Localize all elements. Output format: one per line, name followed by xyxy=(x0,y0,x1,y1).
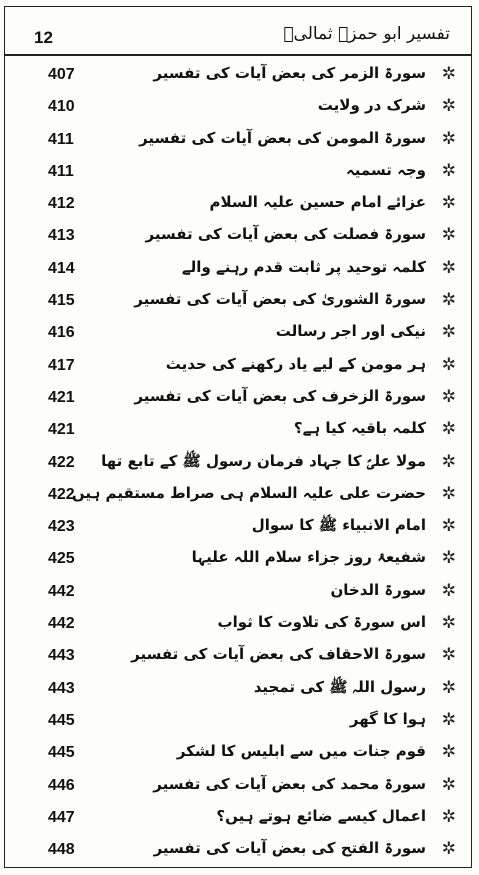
star-bullet-icon: ✲ xyxy=(441,322,456,343)
toc-entry-title: اعمال کیسے ضائع ہوتے ہیں؟ xyxy=(216,806,426,825)
toc-entry-title: وجہ تسمیہ xyxy=(345,160,426,179)
star-bullet-icon: ✲ xyxy=(441,64,456,84)
star-bullet-icon: ✲ xyxy=(441,709,456,730)
toc-entry xyxy=(4,318,472,350)
toc-entry xyxy=(4,92,472,124)
toc-entry-title: سورۃ الفتح کی بعض آیات کی تفسیر xyxy=(153,839,426,858)
toc-entry-title: سورۃ الاحقاف کی بعض آیات کی تفسیر xyxy=(131,645,426,664)
toc-entry-page: 413 xyxy=(48,227,75,245)
star-bullet-icon: ✲ xyxy=(441,613,456,634)
toc-entry-page: 445 xyxy=(48,744,75,762)
toc-entry xyxy=(4,641,472,673)
toc-entry-page: 407 xyxy=(48,66,75,83)
star-bullet-icon: ✲ xyxy=(441,193,456,214)
star-bullet-icon: ✲ xyxy=(441,742,456,763)
page-number: 12 xyxy=(34,28,53,47)
toc-entry-title: شفیعۂ روز جزاء سلام اللہ علیہا xyxy=(191,548,426,567)
toc-entry-title: رسول اللہ ﷺ کی تمجید xyxy=(253,677,426,696)
toc-entry xyxy=(4,351,472,383)
toc-entry-page: 417 xyxy=(48,356,75,374)
star-bullet-icon: ✲ xyxy=(441,354,456,375)
toc-entry-page: 410 xyxy=(48,98,75,116)
star-bullet-icon: ✲ xyxy=(441,96,456,117)
star-bullet-icon: ✲ xyxy=(441,257,456,278)
toc-entry xyxy=(4,157,472,189)
toc-entry-title: سورۃ المومن کی بعض آیات کی تفسیر xyxy=(139,128,426,147)
toc-entry-title: شرک در ولایت xyxy=(317,96,426,115)
toc-entry xyxy=(4,415,472,447)
toc-entry-page: 415 xyxy=(48,292,75,310)
toc-entry-title: عزائے امام حسین علیہ السلام xyxy=(209,193,426,212)
header-rule xyxy=(4,54,472,56)
toc-entry xyxy=(4,221,472,253)
toc-entry xyxy=(4,60,472,92)
page-header xyxy=(4,6,472,54)
toc-entry-page: 411 xyxy=(48,162,74,180)
star-bullet-icon: ✲ xyxy=(441,419,456,440)
toc-entry-page: 421 xyxy=(48,388,75,406)
toc-entry-title: اس سورۃ کی تلاوت کا ثواب xyxy=(217,613,426,632)
toc-entry-page: 447 xyxy=(48,808,75,826)
toc-entry xyxy=(4,577,472,609)
table-of-contents xyxy=(4,60,472,867)
star-bullet-icon: ✲ xyxy=(441,774,456,795)
star-bullet-icon: ✲ xyxy=(441,483,456,504)
toc-entry-title: ہوا کا گھر xyxy=(349,709,426,728)
toc-entry xyxy=(4,738,472,770)
star-bullet-icon: ✲ xyxy=(441,580,456,601)
star-bullet-icon: ✲ xyxy=(441,160,456,181)
toc-entry xyxy=(4,286,472,318)
toc-entry-page: 422 xyxy=(48,453,75,471)
toc-entry-title: نیکی اور اجر رسالت xyxy=(275,322,426,341)
toc-entry-page: 442 xyxy=(48,615,75,633)
star-bullet-icon: ✲ xyxy=(441,806,456,827)
toc-entry-page: 422 xyxy=(48,485,75,503)
toc-entry-title: سورۃ الزمر کی بعض آیات کی تفسیر xyxy=(153,64,426,82)
toc-entry-page: 445 xyxy=(48,711,75,729)
toc-entry xyxy=(4,803,472,835)
toc-entry-page: 446 xyxy=(48,776,75,794)
toc-entry-title: سورۃ الدخان xyxy=(330,580,426,599)
star-bullet-icon: ✲ xyxy=(441,516,456,537)
star-bullet-icon: ✲ xyxy=(441,451,456,472)
star-bullet-icon: ✲ xyxy=(441,128,456,149)
toc-entry xyxy=(4,480,472,512)
running-title: تفسیر ابو حمزہ ثمالیؒ xyxy=(283,24,450,44)
toc-entry xyxy=(4,512,472,544)
toc-entry xyxy=(4,835,472,867)
toc-entry xyxy=(4,448,472,480)
toc-entry-page: 448 xyxy=(48,841,75,859)
toc-entry-page: 411 xyxy=(48,130,74,148)
toc-entry-title: قوم جنات میں سے ابلیس کا لشکر xyxy=(176,742,426,761)
toc-entry-title: سورۃ الزخرف کی بعض آیات کی تفسیر xyxy=(134,386,426,405)
toc-entry xyxy=(4,544,472,576)
star-bullet-icon: ✲ xyxy=(441,645,456,666)
star-bullet-icon: ✲ xyxy=(441,386,456,407)
toc-entry-page: 443 xyxy=(48,647,75,665)
toc-entry xyxy=(4,609,472,641)
toc-entry xyxy=(4,771,472,803)
toc-entry xyxy=(4,125,472,157)
toc-entry-page: 414 xyxy=(48,259,75,277)
toc-entry-page: 425 xyxy=(48,550,75,568)
toc-entry-title: کلمہ توحید پر ثابت قدم رہنے والے xyxy=(181,257,426,276)
toc-entry-title: سورۃ فصلت کی بعض آیات کی تفسیر xyxy=(145,225,426,244)
toc-entry xyxy=(4,674,472,706)
star-bullet-icon: ✲ xyxy=(441,290,456,311)
toc-entry xyxy=(4,254,472,286)
toc-entry-title: ہر مومن کے لیے یاد رکھنے کی حدیث xyxy=(165,354,426,373)
toc-entry-title: مولا علیؑ کا جہاد فرمان رسول ﷺ کے تابع تھا xyxy=(101,451,426,470)
toc-entry-title: سورۃ الشوریٰ کی بعض آیات کی تفسیر xyxy=(134,290,426,309)
star-bullet-icon: ✲ xyxy=(441,548,456,569)
toc-entry xyxy=(4,189,472,221)
toc-entry-page: 412 xyxy=(48,195,75,213)
toc-entry-page: 421 xyxy=(48,421,75,439)
star-bullet-icon: ✲ xyxy=(441,677,456,698)
star-bullet-icon: ✲ xyxy=(441,225,456,246)
toc-entry-title: کلمہ باقیہ کیا ہے؟ xyxy=(293,419,426,438)
star-bullet-icon: ✲ xyxy=(441,839,456,860)
toc-entry-page: 423 xyxy=(48,518,75,536)
toc-entry-page: 442 xyxy=(48,582,75,600)
toc-entry-title: حضرت علی علیہ السلام ہی صراط مستقیم ہیں xyxy=(71,483,426,502)
toc-entry-page: 443 xyxy=(48,679,75,697)
toc-entry xyxy=(4,706,472,738)
toc-entry-title: امام الانبیاء ﷺ کا سوال xyxy=(251,516,426,535)
toc-entry-page: 416 xyxy=(48,324,75,342)
toc-entry xyxy=(4,383,472,415)
toc-entry-title: سورۃ محمد کی بعض آیات کی تفسیر xyxy=(153,774,426,793)
